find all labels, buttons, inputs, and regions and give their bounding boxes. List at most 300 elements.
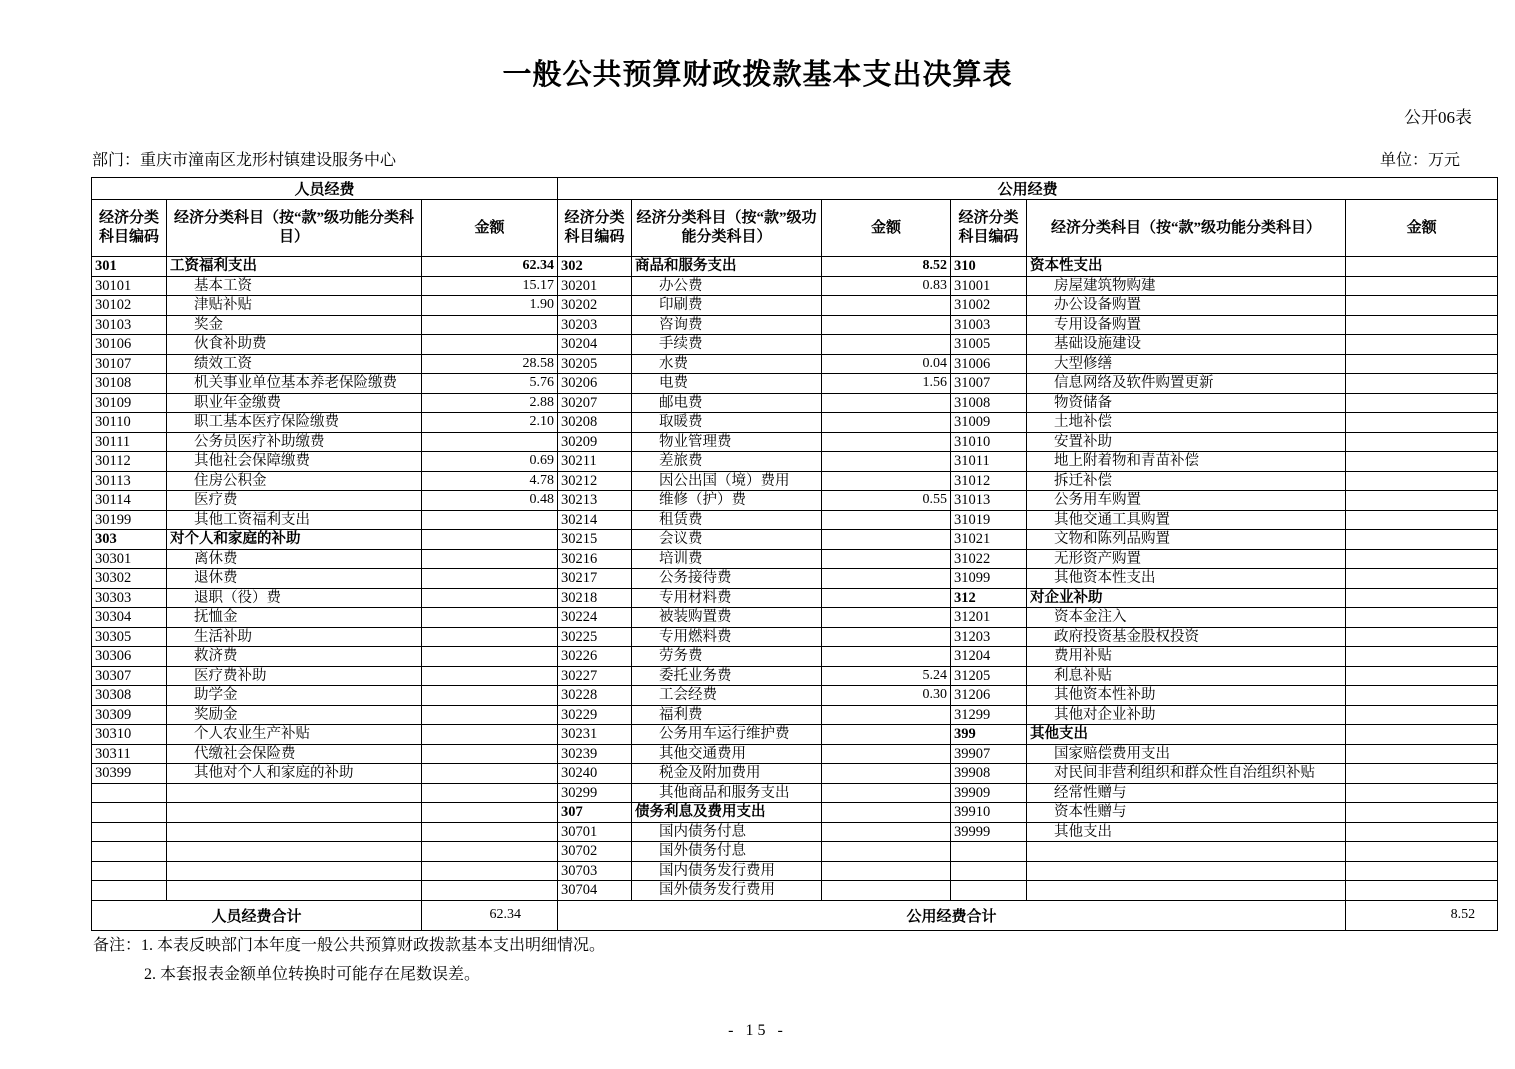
- amount-cell: 0.55: [822, 491, 951, 511]
- code-cell: 31001: [951, 276, 1027, 296]
- name-cell: 国外债务付息: [632, 842, 822, 862]
- table-row: [92, 588, 1498, 608]
- code-cell: 30218: [558, 588, 632, 608]
- amount-cell: 0.69: [422, 452, 558, 472]
- amount-cell: [1346, 413, 1498, 433]
- code-cell: 30108: [92, 374, 167, 394]
- code-cell: 30201: [558, 276, 632, 296]
- amount-cell: [422, 569, 558, 589]
- code-cell: 31005: [951, 335, 1027, 355]
- name-cell: 其他资本性补助: [1027, 686, 1346, 706]
- amount-cell: 0.04: [822, 354, 951, 374]
- amount-cell: [1346, 666, 1498, 686]
- amount-cell: [422, 783, 558, 803]
- code-cell: 31205: [951, 666, 1027, 686]
- table-body: [92, 257, 1498, 901]
- amount-cell: 4.78: [422, 471, 558, 491]
- amount-cell: [422, 315, 558, 335]
- name-cell: 其他商品和服务支出: [632, 783, 822, 803]
- code-cell: 31012: [951, 471, 1027, 491]
- code-cell: 30399: [92, 764, 167, 784]
- code-cell: 39999: [951, 822, 1027, 842]
- name-cell: 国内债务付息: [632, 822, 822, 842]
- name-cell: 物业管理费: [632, 432, 822, 452]
- code-cell: 31204: [951, 647, 1027, 667]
- code-cell: 30214: [558, 510, 632, 530]
- code-cell: 31099: [951, 569, 1027, 589]
- table-row: [92, 432, 1498, 452]
- table-row: [92, 335, 1498, 355]
- code-cell: 39909: [951, 783, 1027, 803]
- name-cell: 其他交通工具购置: [1027, 510, 1346, 530]
- notes: [93, 931, 605, 989]
- amount-cell: [422, 881, 558, 901]
- amount-cell: [1346, 861, 1498, 881]
- name-cell: [167, 783, 422, 803]
- name-cell: 国外债务发行费用: [632, 881, 822, 901]
- table-row: [92, 764, 1498, 784]
- amount-cell: [1346, 803, 1498, 823]
- code-cell: 30211: [558, 452, 632, 472]
- name-cell: 物资储备: [1027, 393, 1346, 413]
- name-cell: [167, 842, 422, 862]
- name-cell: 差旅费: [632, 452, 822, 472]
- code-cell: 31011: [951, 452, 1027, 472]
- column-header-row: [92, 200, 1498, 257]
- amount-cell: [1346, 354, 1498, 374]
- amount-cell: [1346, 842, 1498, 862]
- name-cell: 国家赔偿费用支出: [1027, 744, 1346, 764]
- code-cell: 30109: [92, 393, 167, 413]
- name-cell: 对民间非营利组织和群众性自治组织补贴: [1027, 764, 1346, 784]
- name-cell: [1027, 881, 1346, 901]
- column-header-name: 经济分类科目（按“款”级功能分类科目）: [167, 200, 422, 257]
- amount-cell: [1346, 686, 1498, 706]
- code-cell: 30217: [558, 569, 632, 589]
- code-cell: 31006: [951, 354, 1027, 374]
- name-cell: 培训费: [632, 549, 822, 569]
- column-header-code: 经济分类科目编码: [951, 200, 1027, 257]
- amount-cell: [1346, 647, 1498, 667]
- amount-cell: [1346, 627, 1498, 647]
- form-code: 公开06表: [1404, 108, 1472, 127]
- name-cell: [167, 881, 422, 901]
- table-row: [92, 549, 1498, 569]
- name-cell: 取暖费: [632, 413, 822, 433]
- table-row: [92, 452, 1498, 472]
- table-row: [92, 705, 1498, 725]
- code-cell: 31299: [951, 705, 1027, 725]
- table-head: [92, 178, 1498, 257]
- code-cell: [92, 783, 167, 803]
- code-cell: 31203: [951, 627, 1027, 647]
- name-cell: 基础设施建设: [1027, 335, 1346, 355]
- amount-cell: [422, 647, 558, 667]
- code-cell: 31003: [951, 315, 1027, 335]
- amount-cell: [422, 588, 558, 608]
- group-header-public: 公用经费: [558, 178, 1498, 200]
- code-cell: 30240: [558, 764, 632, 784]
- column-header-code: 经济分类科目编码: [92, 200, 167, 257]
- code-cell: 301: [92, 257, 167, 277]
- name-cell: [1027, 842, 1346, 862]
- code-cell: 31019: [951, 510, 1027, 530]
- code-cell: 31206: [951, 686, 1027, 706]
- name-cell: 债务利息及费用支出: [632, 803, 822, 823]
- code-cell: 302: [558, 257, 632, 277]
- code-cell: 30307: [92, 666, 167, 686]
- name-cell: 基本工资: [167, 276, 422, 296]
- name-cell: 个人农业生产补贴: [167, 725, 422, 745]
- name-cell: 专用燃料费: [632, 627, 822, 647]
- name-cell: 大型修缮: [1027, 354, 1346, 374]
- code-cell: 39910: [951, 803, 1027, 823]
- code-cell: [92, 803, 167, 823]
- code-cell: 30227: [558, 666, 632, 686]
- public-total-label: 公用经费合计: [558, 900, 1346, 930]
- amount-cell: [1346, 276, 1498, 296]
- name-cell: 信息网络及软件购置更新: [1027, 374, 1346, 394]
- table-row: [92, 725, 1498, 745]
- table-foot: [92, 900, 1498, 930]
- code-cell: 30231: [558, 725, 632, 745]
- amount-cell: [822, 608, 951, 628]
- amount-cell: [822, 647, 951, 667]
- table-row: [92, 413, 1498, 433]
- table-row: [92, 530, 1498, 550]
- amount-cell: [822, 569, 951, 589]
- name-cell: [167, 861, 422, 881]
- name-cell: 被装购置费: [632, 608, 822, 628]
- name-cell: 退休费: [167, 569, 422, 589]
- name-cell: 经常性赠与: [1027, 783, 1346, 803]
- name-cell: 其他支出: [1027, 725, 1346, 745]
- amount-cell: [1346, 764, 1498, 784]
- table-row: [92, 257, 1498, 277]
- amount-cell: 0.83: [822, 276, 951, 296]
- code-cell: 30208: [558, 413, 632, 433]
- amount-cell: [1346, 374, 1498, 394]
- amount-cell: 1.56: [822, 374, 951, 394]
- code-cell: 30111: [92, 432, 167, 452]
- name-cell: 抚恤金: [167, 608, 422, 628]
- name-cell: 国内债务发行费用: [632, 861, 822, 881]
- amount-cell: [822, 803, 951, 823]
- name-cell: 住房公积金: [167, 471, 422, 491]
- name-cell: 对个人和家庭的补助: [167, 530, 422, 550]
- code-cell: 30106: [92, 335, 167, 355]
- amount-cell: 8.52: [822, 257, 951, 277]
- amount-cell: [822, 705, 951, 725]
- name-cell: 救济费: [167, 647, 422, 667]
- amount-cell: [422, 725, 558, 745]
- amount-cell: [422, 432, 558, 452]
- amount-cell: [822, 744, 951, 764]
- code-cell: 30204: [558, 335, 632, 355]
- amount-cell: [822, 471, 951, 491]
- amount-cell: [1346, 549, 1498, 569]
- table-row: [92, 491, 1498, 511]
- public-total-amount: 8.52: [1346, 900, 1498, 930]
- amount-cell: [822, 393, 951, 413]
- table-row: [92, 276, 1498, 296]
- amount-cell: 15.17: [422, 276, 558, 296]
- name-cell: 其他对企业补助: [1027, 705, 1346, 725]
- column-header-code: 经济分类科目编码: [558, 200, 632, 257]
- name-cell: [167, 822, 422, 842]
- note-1-text: 1. 本表反映部门本年度一般公共预算财政拨款基本支出明细情况。: [141, 937, 606, 954]
- code-cell: 30703: [558, 861, 632, 881]
- code-cell: 31022: [951, 549, 1027, 569]
- table-row: [92, 881, 1498, 901]
- code-cell: 30224: [558, 608, 632, 628]
- amount-cell: [1346, 257, 1498, 277]
- name-cell: 电费: [632, 374, 822, 394]
- name-cell: 税金及附加费用: [632, 764, 822, 784]
- code-cell: [92, 881, 167, 901]
- code-cell: 30209: [558, 432, 632, 452]
- amount-cell: [1346, 452, 1498, 472]
- amount-cell: [422, 705, 558, 725]
- name-cell: 劳务费: [632, 647, 822, 667]
- name-cell: [167, 803, 422, 823]
- name-cell: 退职（役）费: [167, 588, 422, 608]
- code-cell: 30225: [558, 627, 632, 647]
- name-cell: 办公费: [632, 276, 822, 296]
- code-cell: 30113: [92, 471, 167, 491]
- code-cell: 30203: [558, 315, 632, 335]
- code-cell: 30302: [92, 569, 167, 589]
- table-row: [92, 296, 1498, 316]
- code-cell: 31002: [951, 296, 1027, 316]
- code-cell: 30311: [92, 744, 167, 764]
- name-cell: 维修（护）费: [632, 491, 822, 511]
- amount-cell: [822, 335, 951, 355]
- amount-cell: [1346, 315, 1498, 335]
- name-cell: 专用材料费: [632, 588, 822, 608]
- page-number: - 15 -: [728, 1022, 787, 1039]
- name-cell: 其他资本性支出: [1027, 569, 1346, 589]
- name-cell: 委托业务费: [632, 666, 822, 686]
- table-row: [92, 803, 1498, 823]
- amount-cell: 2.10: [422, 413, 558, 433]
- name-cell: 生活补助: [167, 627, 422, 647]
- name-cell: 资本金注入: [1027, 608, 1346, 628]
- personnel-total-amount: 62.34: [422, 900, 558, 930]
- name-cell: 其他社会保障缴费: [167, 452, 422, 472]
- note-line-2: 2. 本套报表金额单位转换时可能存在尾数误差。: [144, 966, 481, 983]
- table-row: [92, 686, 1498, 706]
- amount-cell: [422, 510, 558, 530]
- name-cell: 公务用车运行维护费: [632, 725, 822, 745]
- name-cell: 办公设备购置: [1027, 296, 1346, 316]
- table-row: [92, 510, 1498, 530]
- amount-cell: [1346, 822, 1498, 842]
- code-cell: 30215: [558, 530, 632, 550]
- amount-cell: 1.90: [422, 296, 558, 316]
- amount-cell: [422, 530, 558, 550]
- name-cell: 商品和服务支出: [632, 257, 822, 277]
- table-row: [92, 744, 1498, 764]
- table-row: [92, 374, 1498, 394]
- code-cell: 31007: [951, 374, 1027, 394]
- name-cell: 代缴社会保险费: [167, 744, 422, 764]
- amount-cell: [422, 764, 558, 784]
- name-cell: 房屋建筑物购建: [1027, 276, 1346, 296]
- name-cell: 医疗费: [167, 491, 422, 511]
- table-row: [92, 783, 1498, 803]
- name-cell: 咨询费: [632, 315, 822, 335]
- name-cell: 租赁费: [632, 510, 822, 530]
- table-row: [92, 315, 1498, 335]
- code-cell: 30101: [92, 276, 167, 296]
- code-cell: 30309: [92, 705, 167, 725]
- code-cell: 39907: [951, 744, 1027, 764]
- name-cell: 政府投资基金股权投资: [1027, 627, 1346, 647]
- name-cell: 因公出国（境）费用: [632, 471, 822, 491]
- name-cell: 资本性支出: [1027, 257, 1346, 277]
- amount-cell: [822, 530, 951, 550]
- expenditure-table: [91, 177, 1498, 931]
- amount-cell: [1346, 569, 1498, 589]
- code-cell: 30701: [558, 822, 632, 842]
- code-cell: 31201: [951, 608, 1027, 628]
- name-cell: 绩效工资: [167, 354, 422, 374]
- code-cell: 30212: [558, 471, 632, 491]
- code-cell: [951, 842, 1027, 862]
- amount-cell: 5.76: [422, 374, 558, 394]
- table-row: [92, 627, 1498, 647]
- name-cell: 手续费: [632, 335, 822, 355]
- name-cell: 职业年金缴费: [167, 393, 422, 413]
- amount-cell: [822, 783, 951, 803]
- amount-cell: 0.48: [422, 491, 558, 511]
- note-line-1: [93, 931, 605, 960]
- table-row: [92, 471, 1498, 491]
- amount-cell: [1346, 705, 1498, 725]
- code-cell: 30207: [558, 393, 632, 413]
- name-cell: 助学金: [167, 686, 422, 706]
- name-cell: 地上附着物和青苗补偿: [1027, 452, 1346, 472]
- name-cell: 工资福利支出: [167, 257, 422, 277]
- code-cell: 399: [951, 725, 1027, 745]
- column-header-name: 经济分类科目（按“款”级功能分类科目）: [1027, 200, 1346, 257]
- name-cell: 其他支出: [1027, 822, 1346, 842]
- table-row: [92, 666, 1498, 686]
- amount-cell: [422, 803, 558, 823]
- amount-cell: 5.24: [822, 666, 951, 686]
- name-cell: 安置补助: [1027, 432, 1346, 452]
- amount-cell: [422, 666, 558, 686]
- code-cell: 310: [951, 257, 1027, 277]
- code-cell: 307: [558, 803, 632, 823]
- name-cell: [1027, 861, 1346, 881]
- name-cell: 福利费: [632, 705, 822, 725]
- unit-label: 单位：万元: [1379, 152, 1460, 169]
- table-row: [92, 354, 1498, 374]
- code-cell: 31010: [951, 432, 1027, 452]
- code-cell: 31013: [951, 491, 1027, 511]
- column-header-amt: 金额: [422, 200, 558, 257]
- code-cell: 39908: [951, 764, 1027, 784]
- code-cell: 30226: [558, 647, 632, 667]
- table-row: [92, 842, 1498, 862]
- code-cell: 30702: [558, 842, 632, 862]
- name-cell: 伙食补助费: [167, 335, 422, 355]
- amount-cell: [822, 725, 951, 745]
- total-row: [92, 900, 1498, 930]
- table-row: [92, 822, 1498, 842]
- amount-cell: [822, 881, 951, 901]
- column-header-name: 经济分类科目（按“款”级功能分类科目）: [632, 200, 822, 257]
- amount-cell: [422, 608, 558, 628]
- amount-cell: [822, 549, 951, 569]
- name-cell: 其他工资福利支出: [167, 510, 422, 530]
- code-cell: 30704: [558, 881, 632, 901]
- name-cell: 津贴补贴: [167, 296, 422, 316]
- code-cell: 30110: [92, 413, 167, 433]
- name-cell: 资本性赠与: [1027, 803, 1346, 823]
- name-cell: 其他交通费用: [632, 744, 822, 764]
- name-cell: 费用补贴: [1027, 647, 1346, 667]
- amount-cell: [1346, 491, 1498, 511]
- amount-cell: [822, 413, 951, 433]
- code-cell: 30202: [558, 296, 632, 316]
- code-cell: 30114: [92, 491, 167, 511]
- amount-cell: [422, 842, 558, 862]
- code-cell: 30301: [92, 549, 167, 569]
- table-row: [92, 608, 1498, 628]
- personnel-total-label: 人员经费合计: [92, 900, 422, 930]
- amount-cell: [822, 822, 951, 842]
- group-header-personnel: 人员经费: [92, 178, 558, 200]
- amount-cell: [422, 861, 558, 881]
- code-cell: [92, 861, 167, 881]
- name-cell: 其他对个人和家庭的补助: [167, 764, 422, 784]
- code-cell: 30308: [92, 686, 167, 706]
- code-cell: 30216: [558, 549, 632, 569]
- name-cell: 医疗费补助: [167, 666, 422, 686]
- amount-cell: [1346, 471, 1498, 491]
- column-header-amt: 金额: [1346, 200, 1498, 257]
- code-cell: 30102: [92, 296, 167, 316]
- page-title: 一般公共预算财政拨款基本支出决算表: [502, 59, 1013, 91]
- name-cell: 离休费: [167, 549, 422, 569]
- code-cell: 31021: [951, 530, 1027, 550]
- code-cell: 30199: [92, 510, 167, 530]
- amount-cell: [1346, 744, 1498, 764]
- code-cell: 31009: [951, 413, 1027, 433]
- amount-cell: [822, 296, 951, 316]
- code-cell: 30304: [92, 608, 167, 628]
- name-cell: 公务接待费: [632, 569, 822, 589]
- code-cell: [951, 881, 1027, 901]
- amount-cell: [422, 822, 558, 842]
- code-cell: 30112: [92, 452, 167, 472]
- name-cell: 职工基本医疗保险缴费: [167, 413, 422, 433]
- name-cell: 公务员医疗补助缴费: [167, 432, 422, 452]
- table-row: [92, 569, 1498, 589]
- name-cell: 文物和陈列品购置: [1027, 530, 1346, 550]
- amount-cell: [822, 627, 951, 647]
- amount-cell: [822, 510, 951, 530]
- code-cell: [951, 861, 1027, 881]
- code-cell: 30107: [92, 354, 167, 374]
- amount-cell: 62.34: [422, 257, 558, 277]
- amount-cell: 2.88: [422, 393, 558, 413]
- amount-cell: [822, 432, 951, 452]
- name-cell: 邮电费: [632, 393, 822, 413]
